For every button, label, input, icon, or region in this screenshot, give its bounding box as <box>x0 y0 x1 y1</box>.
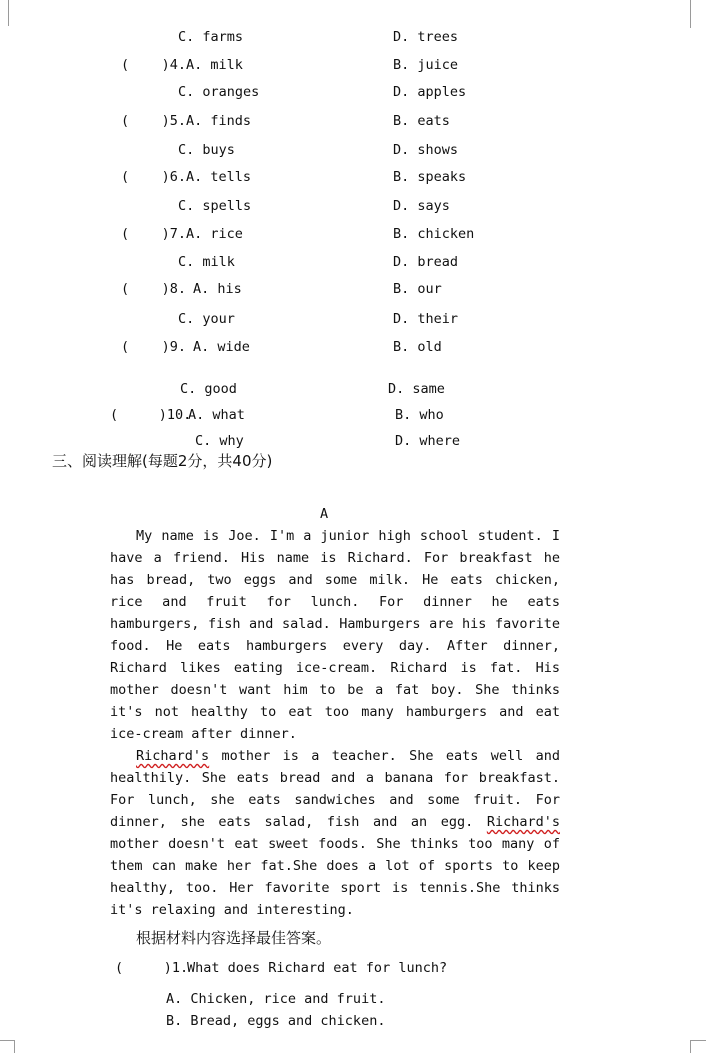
reading-q1-option-b: B. Bread, eggs and chicken. <box>166 1013 386 1029</box>
q4-option-c: C. oranges <box>178 84 260 100</box>
q7-option-b: B. chicken <box>393 226 475 242</box>
q10-option-c: C. why <box>195 433 244 449</box>
q5-answer-blank: ( )5. <box>121 113 187 129</box>
q3-option-c: C. farms <box>178 29 244 45</box>
paragraph-2-text-a: mother is a teacher. She eats well and healthily. She eats bread and a banana for breakfast. For lunch, she eats sandwiches and some fruit. For dinner, she eats salad, fish and an egg. <box>110 748 560 830</box>
q10-option-b: B. who <box>395 407 444 423</box>
q4-answer-blank: ( )4. <box>121 57 187 73</box>
q7-option-d: D. bread <box>393 254 459 270</box>
q6-answer-blank: ( )6. <box>121 169 187 185</box>
q9-option-c: C. good <box>180 381 237 397</box>
passage-label: A <box>320 506 329 522</box>
passage-paragraph-2 <box>110 745 560 921</box>
reading-q1-option-a: A. Chicken, rice and fruit. <box>166 991 386 1007</box>
q6-option-d: D. says <box>393 198 450 214</box>
corner-mark-top-left <box>0 0 9 26</box>
q3-option-d: D. trees <box>393 29 459 45</box>
q9-option-b: B. old <box>393 339 442 355</box>
q8-option-a: A. his <box>193 281 242 297</box>
q8-option-d: D. their <box>393 311 459 327</box>
q5-option-b: B. eats <box>393 113 450 129</box>
reading-q1-question: What does Richard eat for lunch? <box>187 960 448 976</box>
q8-option-c: C. your <box>178 311 235 327</box>
paragraph-2-text-b: mother doesn't eat sweet foods. She thinks too many of them can make her fat.She does a lot of sports to keep healthy, too. Her favorite sport is tennis.She thinks it's relaxing and interesting. <box>110 836 560 918</box>
reading-q1-answer-blank: ( )1. <box>115 960 189 976</box>
q7-answer-blank: ( )7. <box>121 226 187 242</box>
q7-option-c: C. milk <box>178 254 235 270</box>
corner-mark-bottom-left <box>0 1040 15 1053</box>
spellcheck-underlined-word: Richard's <box>486 814 560 830</box>
q7-option-a: A. rice <box>186 226 243 242</box>
q5-option-c: C. buys <box>178 142 235 158</box>
q9-option-d: D. same <box>388 381 445 397</box>
q4-option-b: B. juice <box>393 57 459 73</box>
q10-option-d: D. where <box>395 433 461 449</box>
corner-mark-bottom-right <box>690 1040 706 1053</box>
q6-option-c: C. spells <box>178 198 252 214</box>
section-heading: 三、阅读理解(每题2分，共40分) <box>52 452 273 470</box>
q4-option-d: D. apples <box>393 84 467 100</box>
q5-option-a: A. finds <box>186 113 252 129</box>
q9-option-a: A. wide <box>193 339 250 355</box>
corner-mark-top-right <box>690 0 701 28</box>
q8-answer-blank: ( )8. <box>121 281 187 297</box>
q10-answer-blank: ( )10. <box>110 407 192 423</box>
passage-paragraph-1: My name is Joe. I'm a junior high school student. I have a friend. His name is Richard. For breakfast he has bread, two eggs and some milk. He eats chicken, rice and fruit for lunch. For dinner he eats hamburgers, fish and salad. Hamburgers are his favorite food. He eats hamburgers every day. After dinner, Richard likes eating ice-cream. Richard is fat. His mother doesn't want him to be a fat boy. She thinks it's not healthy to eat too many hamburgers and eat ice-cream after dinner. <box>110 528 560 742</box>
spellcheck-underlined-word: Richard's <box>136 748 210 764</box>
q6-option-a: A. tells <box>186 169 252 185</box>
q10-option-a: A. what <box>188 407 245 423</box>
q8-option-b: B. our <box>393 281 442 297</box>
q5-option-d: D. shows <box>393 142 459 158</box>
q9-answer-blank: ( )9. <box>121 339 187 355</box>
q4-option-a: A. milk <box>186 57 243 73</box>
reading-instruction: 根据材料内容选择最佳答案。 <box>136 929 332 947</box>
q6-option-b: B. speaks <box>393 169 467 185</box>
